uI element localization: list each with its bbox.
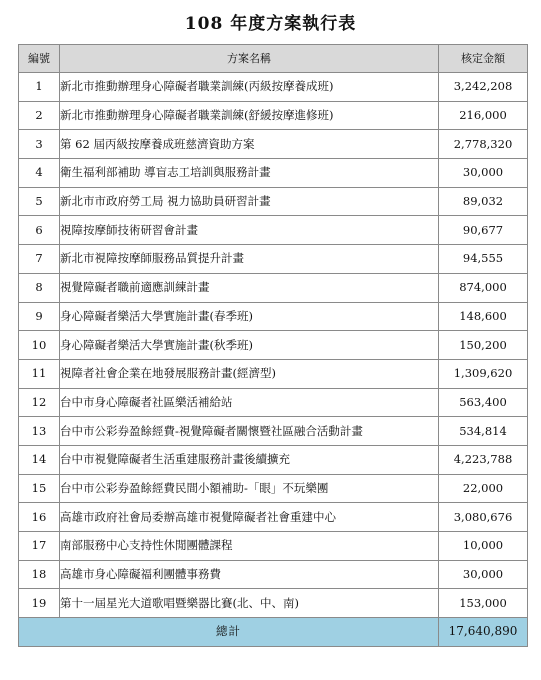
row-number: 18 xyxy=(19,560,60,589)
document-title: 108 年度方案執行表 xyxy=(184,14,357,34)
row-number: 17 xyxy=(19,532,60,561)
table-row xyxy=(19,216,528,245)
row-number: 4 xyxy=(19,159,60,188)
row-approved-amount: 534,814 xyxy=(439,417,528,446)
header-number: 編號 xyxy=(19,45,60,73)
row-number: 13 xyxy=(19,417,60,446)
table-row xyxy=(19,302,528,331)
row-number: 6 xyxy=(19,216,60,245)
table-row xyxy=(19,417,528,446)
row-number: 2 xyxy=(19,101,60,130)
table-row xyxy=(19,101,528,130)
row-approved-amount: 3,080,676 xyxy=(439,503,528,532)
row-program-name: 新北市市政府勞工局 視力協助員研習計畫 xyxy=(60,187,439,216)
row-number: 16 xyxy=(19,503,60,532)
row-program-name: 高雄市政府社會局委辦高雄市視覺障礙者社會重建中心 xyxy=(60,503,439,532)
table-row xyxy=(19,331,528,360)
table-row xyxy=(19,560,528,589)
row-approved-amount: 94,555 xyxy=(439,245,528,274)
row-program-name: 視障按摩師技術研習會計畫 xyxy=(60,216,439,245)
row-program-name: 南部服務中心支持性休閒團體課程 xyxy=(60,532,439,561)
row-approved-amount: 153,000 xyxy=(439,589,528,618)
row-program-name: 第十一屆星光大道歌唱暨樂器比賽(北、中、南) xyxy=(60,589,439,618)
row-number: 15 xyxy=(19,474,60,503)
row-program-name: 第 62 屆丙級按摩養成班慈濟資助方案 xyxy=(60,130,439,159)
row-program-name: 視覺障礙者職前適應訓練計畫 xyxy=(60,273,439,302)
table-row xyxy=(19,589,528,618)
table-row xyxy=(19,388,528,417)
row-approved-amount: 30,000 xyxy=(439,560,528,589)
row-approved-amount: 150,200 xyxy=(439,331,528,360)
row-program-name: 新北市推動辦理身心障礙者職業訓練(舒緩按摩進修班) xyxy=(60,101,439,130)
row-approved-amount: 563,400 xyxy=(439,388,528,417)
table-row xyxy=(19,474,528,503)
row-program-name: 台中市視覺障礙者生活重建服務計畫後續擴充 xyxy=(60,445,439,474)
row-number: 7 xyxy=(19,245,60,274)
row-approved-amount: 4,223,788 xyxy=(439,445,528,474)
row-program-name: 台中市公彩券盈餘經費-視覺障礙者關懷暨社區融合活動計畫 xyxy=(60,417,439,446)
row-approved-amount: 148,600 xyxy=(439,302,528,331)
header-row xyxy=(19,45,528,73)
row-number: 9 xyxy=(19,302,60,331)
table-row xyxy=(19,445,528,474)
total-amount: 17,640,890 xyxy=(439,618,528,647)
row-program-name: 衛生福利部補助 導盲志工培訓與服務計畫 xyxy=(60,159,439,188)
table-row xyxy=(19,503,528,532)
row-number: 8 xyxy=(19,273,60,302)
total-row xyxy=(19,618,528,647)
row-program-name: 台中市公彩券盈餘經費民間小額補助-「眼」不玩樂團 xyxy=(60,474,439,503)
table-row xyxy=(19,532,528,561)
table-body xyxy=(19,73,528,618)
table-row xyxy=(19,187,528,216)
row-number: 11 xyxy=(19,359,60,388)
row-number: 1 xyxy=(19,73,60,102)
row-approved-amount: 89,032 xyxy=(439,187,528,216)
total-label: 總計 xyxy=(19,618,439,647)
header-approved-amount: 核定金額 xyxy=(439,45,528,73)
table-footer xyxy=(19,618,528,647)
row-number: 14 xyxy=(19,445,60,474)
row-program-name: 高雄市身心障礙福利團體事務費 xyxy=(60,560,439,589)
table-row xyxy=(19,130,528,159)
table-row xyxy=(19,359,528,388)
row-program-name: 新北市推動辦理身心障礙者職業訓練(丙級按摩養成班) xyxy=(60,73,439,102)
row-approved-amount: 2,778,320 xyxy=(439,130,528,159)
row-program-name: 視障者社會企業在地發展服務計畫(經濟型) xyxy=(60,359,439,388)
table-row xyxy=(19,159,528,188)
row-approved-amount: 1,309,620 xyxy=(439,359,528,388)
table-header xyxy=(19,45,528,73)
row-number: 12 xyxy=(19,388,60,417)
row-program-name: 身心障礙者樂活大學實施計畫(秋季班) xyxy=(60,331,439,360)
row-approved-amount: 10,000 xyxy=(439,532,528,561)
budget-table xyxy=(18,44,528,647)
row-number: 19 xyxy=(19,589,60,618)
row-number: 3 xyxy=(19,130,60,159)
row-approved-amount: 216,000 xyxy=(439,101,528,130)
table-row xyxy=(19,245,528,274)
row-program-name: 台中市身心障礙者社區樂活補給站 xyxy=(60,388,439,417)
row-number: 5 xyxy=(19,187,60,216)
row-approved-amount: 90,677 xyxy=(439,216,528,245)
row-approved-amount: 3,242,208 xyxy=(439,73,528,102)
table-row xyxy=(19,73,528,102)
row-program-name: 新北市視障按摩師服務品質提升計畫 xyxy=(60,245,439,274)
row-approved-amount: 22,000 xyxy=(439,474,528,503)
header-program-name: 方案名稱 xyxy=(60,45,439,73)
row-approved-amount: 30,000 xyxy=(439,159,528,188)
row-program-name: 身心障礙者樂活大學實施計畫(春季班) xyxy=(60,302,439,331)
row-approved-amount: 874,000 xyxy=(439,273,528,302)
row-number: 10 xyxy=(19,331,60,360)
table-row xyxy=(19,273,528,302)
